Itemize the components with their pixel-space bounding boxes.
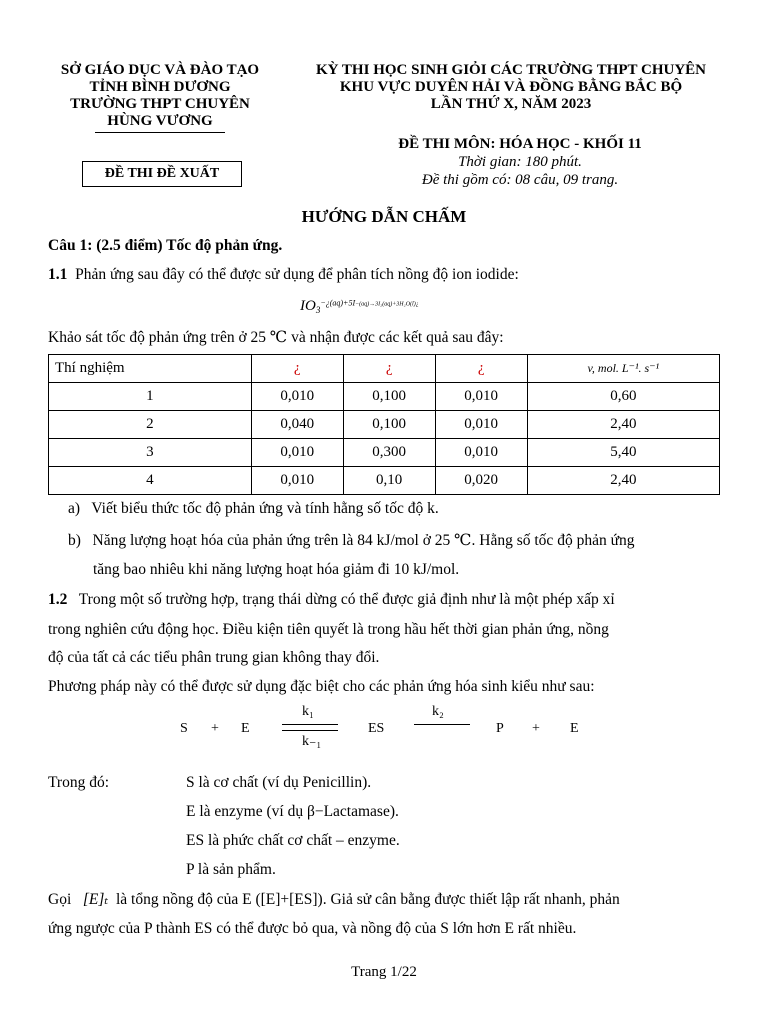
exam-title-line: LẦN THỨ X, NĂM 2023 (430, 96, 592, 112)
table-header: ¿ (343, 355, 435, 383)
table-cell: 5,40 (527, 439, 719, 467)
table-cell: 2 (49, 411, 252, 439)
issuer-line: HÙNG VƯƠNG (95, 113, 224, 133)
section-number: 1.1 (48, 266, 68, 283)
mech-product: P (496, 721, 504, 736)
table-cell: 0,100 (343, 411, 435, 439)
table-header: Thí nghiệm (49, 355, 252, 383)
q1-2-line: độ của tất cả các tiểu phân trung gian không thay đổi. (48, 649, 380, 666)
list-item (68, 500, 439, 518)
table-cell: 2,40 (527, 411, 719, 439)
definition-line: ES là phức chất cơ chất – enzyme. (186, 832, 400, 849)
table-cell: 0,100 (343, 383, 435, 411)
mech-plus: + (532, 721, 540, 736)
table-cell: 0,020 (435, 467, 527, 495)
reaction-equation (300, 298, 419, 315)
table-row (49, 383, 720, 411)
table-cell: 0,010 (435, 383, 527, 411)
mech-substrate: S (180, 721, 188, 736)
exam-title-line: KHU VỰC DUYÊN HẢI VÀ ĐỒNG BẰNG BẮC BỘ (339, 79, 683, 95)
definition-line: E là enzyme (ví dụ β−Lactamase). (186, 803, 399, 820)
table-row (49, 439, 720, 467)
list-text: tăng bao nhiêu khi năng lượng hoạt hóa giảm đi 10 kJ/mol. (93, 561, 460, 578)
definition-line: S là cơ chất (ví dụ Penicillin). (186, 774, 372, 791)
equation-rest: −(aq)→3I₂(aq)+3H₂O(l)¿ (355, 301, 419, 308)
page-number: Trang 1/22 (351, 964, 417, 980)
section-text: Trong một số trường hợp, trạng thái dừng có thể được giả định như là một phép xấp xỉ (78, 591, 615, 608)
list-item (93, 561, 459, 579)
table-row (49, 467, 720, 495)
exam-title-line: KỲ THI HỌC SINH GIỎI CÁC TRƯỜNG THPT CHUYÊN (315, 62, 707, 78)
results-table (48, 354, 720, 495)
table-header: v, mol. L⁻¹. s⁻¹ (527, 355, 719, 383)
mech-k1: k₁ (302, 704, 314, 719)
reverse-arrow (282, 730, 338, 731)
product-arrow (414, 724, 470, 725)
table-cell: 0,010 (251, 467, 343, 495)
table-cell: 3 (49, 439, 252, 467)
final-text: là tổng nồng độ của E ([E]+[ES]). Giả sử cân bằng được thiết lập rất nhanh, phản (115, 891, 620, 908)
q1-1-paragraph (48, 266, 519, 284)
list-label: b) (68, 532, 81, 549)
equation-sub: 3 (315, 305, 321, 316)
pages-line: Đề thi gồm có: 08 câu, 09 trang. (421, 172, 619, 188)
table-cell: 0,010 (435, 439, 527, 467)
mech-plus: + (211, 721, 219, 736)
mech-k2: k₂ (432, 704, 444, 719)
table-header-row (49, 355, 720, 383)
final-line (48, 891, 620, 909)
table-cell: 2,40 (527, 467, 719, 495)
table-cell: 0,60 (527, 383, 719, 411)
table-cell: 0,010 (251, 439, 343, 467)
mech-enzyme: E (241, 721, 250, 736)
section-number: 1.2 (48, 591, 68, 608)
mech-k-1: k₋₁ (302, 734, 322, 749)
table-cell: 1 (49, 383, 252, 411)
list-label: a) (68, 500, 81, 517)
equation-main: IO (300, 298, 316, 314)
page-title: HƯỚNG DẪN CHẤM (301, 207, 467, 226)
definitions-lead: Trong đó: (48, 774, 110, 791)
question-1-heading: Câu 1: (2.5 điểm) Tốc độ phản ứng. (48, 237, 283, 254)
time-line: Thời gian: 180 phút. (458, 154, 582, 170)
table-cell: 0,300 (343, 439, 435, 467)
issuer-line: TỈNH BÌNH DƯƠNG (89, 79, 231, 95)
subject-line: ĐỀ THI MÔN: HÓA HỌC - KHỐI 11 (398, 136, 642, 152)
table-header: ¿ (435, 355, 527, 383)
mech-complex: ES (368, 721, 385, 736)
q1-2-line: Phương pháp này có thể được sử dụng đặc biệt cho các phản ứng hóa sinh kiểu như sau: (48, 678, 595, 695)
final-line: ứng ngược của P thành ES có thể được bỏ qua, và nồng độ của S lớn hơn E rất nhiều. (48, 920, 577, 937)
q1-2-line (48, 591, 615, 609)
proposal-badge: ĐỀ THI ĐỀ XUẤT (82, 161, 242, 187)
reaction-mechanism (0, 700, 768, 760)
list-item (68, 532, 634, 550)
subject-block (370, 135, 670, 189)
issuer-block (40, 62, 280, 133)
table-cell: 0,040 (251, 411, 343, 439)
q1-2-line: trong nghiên cứu động học. Điều kiện tiên quyết là trong hầu hết thời gian phản ứng, nồng (48, 621, 609, 638)
mech-enzyme-regen: E (570, 721, 579, 736)
final-symbol: [E]ₜ (82, 891, 109, 908)
issuer-line: TRƯỜNG THPT CHUYÊN (70, 96, 250, 112)
list-text: Viết biểu thức tốc độ phản ứng và tính hằng số tốc độ k. (91, 500, 439, 517)
section-text: Phản ứng sau đây có thể được sử dụng để phân tích nồng độ ion iodide: (75, 266, 519, 283)
definition-line: P là sản phẩm. (186, 861, 276, 878)
forward-arrow (282, 724, 338, 725)
table-cell: 0,010 (251, 383, 343, 411)
exam-title-block (286, 62, 736, 113)
equation-sup: −¿(aq)+5I (320, 298, 356, 308)
table-cell: 4 (49, 467, 252, 495)
table-header: ¿ (251, 355, 343, 383)
survey-text: Khảo sát tốc độ phản ứng trên ở 25 ℃ và nhận được các kết quả sau đây: (48, 329, 504, 346)
table-cell: 0,10 (343, 467, 435, 495)
table-cell: 0,010 (435, 411, 527, 439)
final-text: Gọi (48, 891, 72, 908)
list-text: Năng lượng hoạt hóa của phản ứng trên là 84 kJ/mol ở 25 ℃. Hằng số tốc độ phản ứng (92, 532, 635, 549)
table-row (49, 411, 720, 439)
issuer-line: SỞ GIÁO DỤC VÀ ĐÀO TẠO (60, 62, 260, 78)
